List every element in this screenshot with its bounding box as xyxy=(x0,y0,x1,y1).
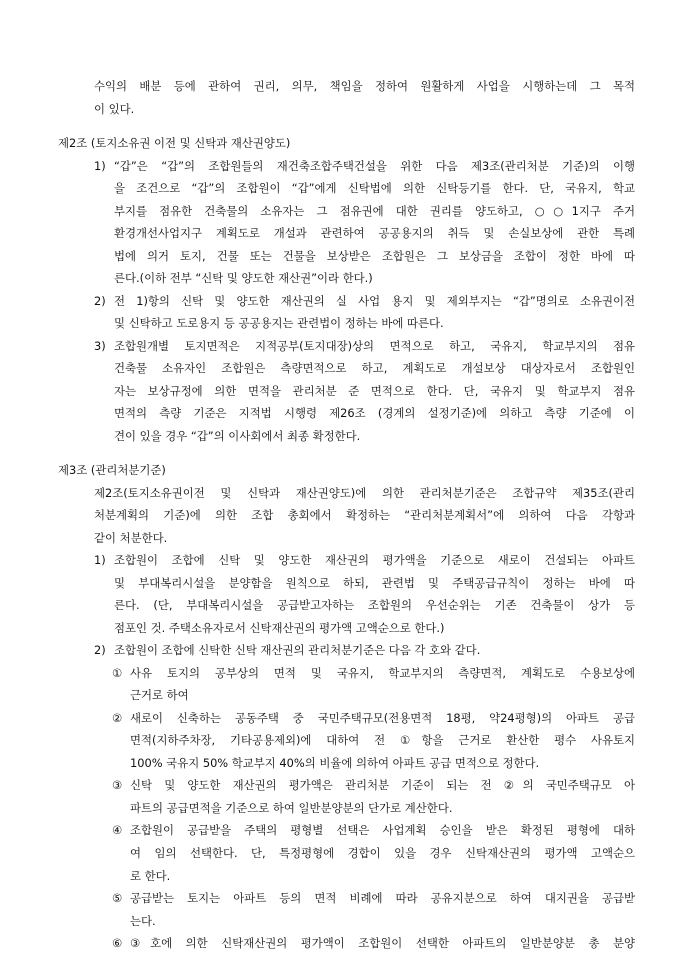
art2-item-2-line: 및 신탁하고 도로용지 등 공공용지는 관련법이 정하는 바에 따른다. xyxy=(114,316,444,331)
subitem-2-line: 새로이 신축하는 공동주택 중 국민주택규모(전용면적 18평, 약24평형)의 아파트 공급 xyxy=(130,710,635,725)
subitem-3-line: 신탁 및 양도한 재산권의 평가액은 관리처분 기준이 되는 전 ②의 국민주택규모 아 xyxy=(130,778,635,793)
art2-item-1-line: “갑”은 “갑”의 조합원들의 재건축조합주택건설을 위한 다음 제3조(관리처분 기준)의 이행 xyxy=(114,158,635,173)
art3-item-1-line: 조합원이 조합에 신탁 및 양도한 재산권의 평가액을 기준으로 새로이 건설되는 아파트 xyxy=(114,553,635,568)
subitem-4-line: 조합원이 공급받을 주택의 평형별 선택은 사업계획 승인을 받은 확정된 평형에 대하 xyxy=(130,823,635,838)
subitem-5-num: ⑤ xyxy=(112,891,123,905)
subitem-3-line: 파트의 공급면적을 기준으로 하여 일반분양분의 단가로 계산한다. xyxy=(130,800,453,815)
art2-item-3-line: 면적의 측량 기준은 지적법 시행령 제26조 (경계의 설정기준)에 의하고 측량 기준에 이 xyxy=(114,406,635,421)
intro-line-1: 수익의 배분 등에 관하여 권리, 의무, 책임을 정하여 원활하게 사업을 시행하는데 그 목적 xyxy=(94,79,635,93)
subitem-1-line: 사유 토지의 공부상의 면적 및 국유지, 학교부지의 측량면적, 계획도로 수용보상에 xyxy=(130,665,635,680)
subitem-2-line: 100% 국유지 50% 학교부지 40%의 비율에 의하여 아파트 공급 면적으로 정한다. xyxy=(130,755,540,770)
art2-item-3-line: 건축물 소유자인 조합원은 측량면적으로 하고, 계획도로 개설보상 대상자로서 조합원인 xyxy=(114,361,635,376)
subitem-4-num: ④ xyxy=(112,823,123,838)
art3-item-1-line: 및 부대복리시설을 분양함을 원칙으로 하되, 관련법 및 주택공급규칙이 정하는 바에 따 xyxy=(114,575,635,590)
subitem-3-num: ③ xyxy=(112,778,123,793)
intro-line-2: 이 있다. xyxy=(94,101,135,116)
art3-item-1-num: 1) xyxy=(94,553,106,568)
subitem-6-line: ③호에 의한 신탁재산권의 평가액이 조합원이 선택한 아파트의 일반분양분 총 분양 xyxy=(130,936,635,950)
article-3-heading: 제3조 (관리처분기준) xyxy=(58,463,166,478)
subitem-1-line: 근거로 하여 xyxy=(130,688,189,703)
art3-intro-line: 처분계획의 기준)에 의한 조합 총회에서 확정하는 “관리처분계획서”에 의하여 다음 각항과 xyxy=(94,508,635,523)
art2-item-3-line: 조합원개별 토지면적은 지적공부(토지대장)상의 면적으로 하고, 국유지, 학교부지의 점유 xyxy=(114,338,635,353)
subitem-5-line: 는다. xyxy=(130,913,156,928)
art2-item-1-line: 을 조건으로 “갑”의 조합원이 “갑”에게 신탁법에 의한 신탁등기를 한다. 단, 국유지, 학교 xyxy=(114,181,635,196)
art3-intro-line: 제2조(토지소유권이전 및 신탁과 재산권양도)에 의한 관리처분기준은 조합규약 제35조(관리 xyxy=(94,485,635,500)
art3-item-2-num: 2) xyxy=(94,643,106,658)
art2-item-1-line: 환경개선사업지구 계획도로 개설과 관련하여 공공용지의 취득 및 손실보상에 관한 특례 xyxy=(114,226,635,241)
art3-intro-line: 같이 처분한다. xyxy=(94,530,168,545)
art2-item-2-line: 전 1)항의 신탁 및 양도한 재산권의 실 사업 용지 및 제외부지는 “갑”명의로 소유권이전 xyxy=(114,293,635,308)
art3-item-1-line: 른다. (단, 부대복리시설을 공급받고자하는 조합원의 우선순위는 기존 건축물이 상가 등 xyxy=(114,598,635,613)
art2-item-1-line: 법에 의거 토지, 건물 또는 건물을 보상받은 조합원은 그 보상금을 조합이 정한 바에 따 xyxy=(114,248,635,263)
art2-item-1-line: 부지를 점유한 건축물의 소유자는 그 점유권에 대한 권리를 양도하고, ○○1지구 주거 xyxy=(114,203,635,218)
art3-item-2-line: 조합원이 조합에 신탁한 신탁 재산권의 관리처분기준은 다음 각 호와 같다. xyxy=(114,643,481,658)
subitem-4-line: 로 한다. xyxy=(130,868,171,883)
art3-item-1-line: 점포인 것. 주택소유자로서 신탁재산권의 평가액 고액순으로 한다.) xyxy=(114,620,445,635)
subitem-2-line: 면적(지하주차장, 기타공용제외)에 대하여 전 ①항을 근거로 환산한 평수 사유토지 xyxy=(130,733,635,748)
subitem-1-num: ① xyxy=(112,665,123,680)
subitem-6-num: ⑥ xyxy=(112,936,123,950)
subitem-4-line: 여 임의 선택한다. 단, 특정평형에 경합이 있을 경우 신탁재산권의 평가액 고액순으 xyxy=(130,845,635,860)
subitem-2-num: ② xyxy=(112,710,123,725)
art2-item-1-num: 1) xyxy=(94,158,106,173)
art2-item-3-line: 자는 보상규정에 의한 면적을 관리처분 준 면적으로 한다. 단, 국유지 및 학교부지 점유 xyxy=(114,383,635,398)
subitem-5-line: 공급받는 토지는 아파트 등의 면적 비례에 따라 공유지분으로 하여 대지권을 공급받 xyxy=(130,891,635,905)
art2-item-1-line: 른다.(이하 전부 “신탁 및 양도한 재산권”이라 한다.) xyxy=(114,271,373,286)
article-2-heading: 제2조 (토지소유권 이전 및 신탁과 재산권양도) xyxy=(58,136,291,150)
art2-item-3-num: 3) xyxy=(94,338,106,353)
art2-item-3-line: 견이 있을 경우 “갑”의 이사회에서 최종 확정한다. xyxy=(114,428,361,443)
art2-item-2-num: 2) xyxy=(94,293,106,308)
